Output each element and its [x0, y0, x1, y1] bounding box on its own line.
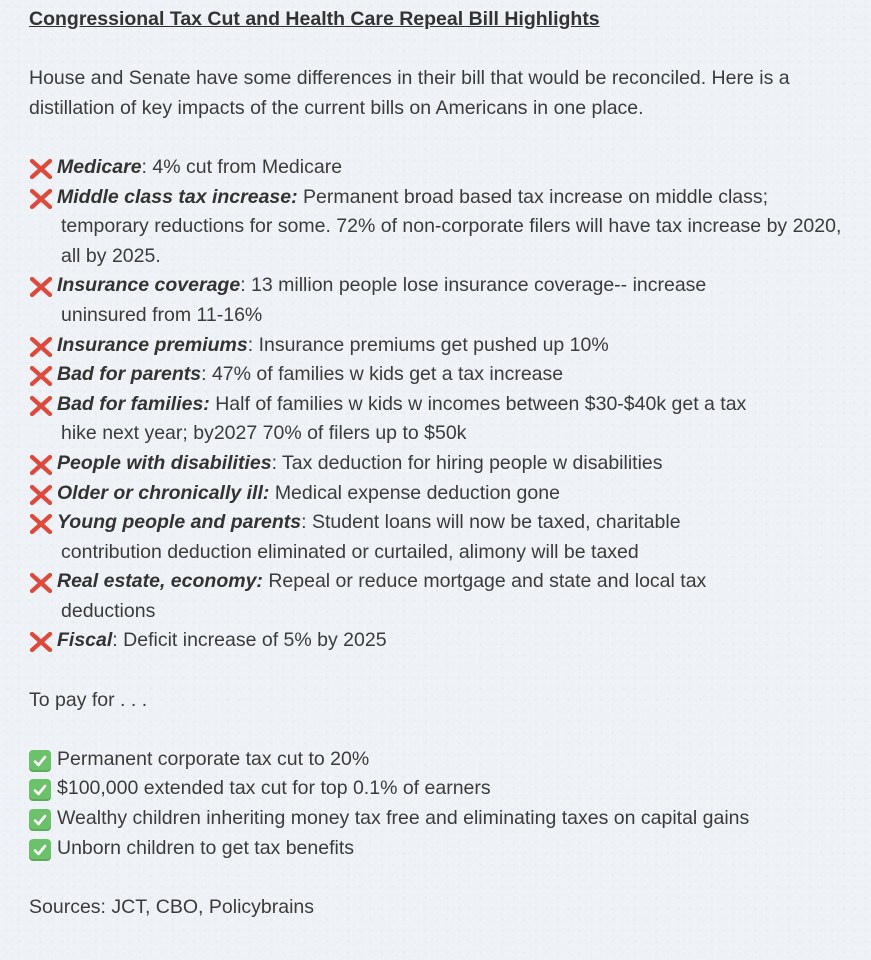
document	[29, 5, 849, 922]
spacer	[29, 123, 849, 153]
impact-separator: :	[240, 274, 252, 297]
impact-text: 13 million people lose insurance coverage-- increase	[251, 274, 707, 297]
impact-continuation: hike next year; by2027 70% of filers up to $50k	[61, 422, 467, 445]
impact-text: Tax deduction for hiring people w disabilities	[282, 451, 663, 474]
cross-mark-icon	[29, 159, 53, 179]
impact-label: Real estate, economy:	[57, 570, 263, 593]
cross-mark-icon	[29, 485, 53, 505]
impact-label: Bad for families:	[57, 392, 210, 415]
benefit-text: Unborn children to get tax benefits	[57, 836, 355, 859]
impact-label: Older or chronically ill:	[57, 481, 270, 504]
impact-label: Young people and parents	[57, 511, 302, 534]
impact-continuation: uninsured from 11-16%	[61, 303, 263, 326]
benefit-item	[29, 804, 849, 834]
check-mark-icon	[29, 750, 51, 772]
impact-text: 4% cut from Medicare	[152, 155, 343, 178]
impact-text: Half of families w kids w incomes between $30-$40k get a tax	[215, 392, 747, 415]
impact-text: Deficit increase of 5% by 2025	[123, 629, 387, 652]
page-title: Congressional Tax Cut and Health Care Repeal Bill Highlights	[29, 8, 600, 30]
benefit-text: Wealthy children inheriting money tax free and eliminating taxes on capital gains	[57, 807, 750, 830]
impact-text: Medical expense deduction gone	[274, 481, 560, 504]
cross-mark-icon	[29, 632, 53, 652]
impact-separator: :	[247, 333, 259, 356]
intro-paragraph: House and Senate have some differences in their bill that would be reconciled. Here is a distillation of key impacts of the current bills on Americans in one place.	[29, 67, 790, 119]
impact-item	[29, 153, 849, 183]
benefit-item	[29, 774, 849, 804]
benefit-item	[29, 745, 849, 775]
impact-label: People with disabilities	[57, 451, 272, 474]
impact-item	[29, 626, 849, 656]
impact-separator: :	[201, 363, 212, 386]
impact-continuation: deductions	[61, 599, 156, 622]
impact-label: Bad for parents	[57, 363, 202, 386]
impact-separator: :	[271, 451, 283, 474]
cross-mark-icon	[29, 514, 53, 534]
impact-continuation: contribution deduction eliminated or curtailed, alimony will be taxed	[61, 540, 639, 563]
impact-separator: :	[301, 511, 312, 534]
sources-line: Sources: JCT, CBO, Policybrains	[29, 895, 315, 918]
cross-mark-icon	[29, 277, 53, 297]
impact-label: Insurance premiums	[57, 333, 248, 356]
benefit-item	[29, 834, 849, 864]
cross-mark-icon	[29, 396, 53, 416]
impact-text: Student loans will now be taxed, charitable	[311, 511, 681, 534]
cross-mark-icon	[29, 366, 53, 386]
impact-item	[29, 360, 849, 390]
pay-for-heading: To pay for . . .	[29, 688, 148, 711]
cross-mark-icon	[29, 337, 53, 357]
impact-text: Insurance premiums get pushed up 10%	[258, 333, 609, 356]
impact-label: Fiscal	[57, 629, 113, 652]
impact-item	[29, 390, 849, 449]
check-mark-icon	[29, 809, 51, 831]
impact-item	[29, 508, 849, 567]
cross-mark-icon	[29, 455, 53, 475]
impact-label: Insurance coverage	[57, 274, 241, 297]
spacer	[29, 715, 849, 745]
impact-label: Medicare	[57, 155, 142, 178]
impact-text: 47% of families w kids get a tax increase	[211, 363, 564, 386]
spacer	[29, 656, 849, 686]
impact-text: Permanent broad based tax increase on middle class;	[303, 185, 769, 208]
impact-item	[29, 449, 849, 479]
impact-item	[29, 331, 849, 361]
benefit-text: Permanent corporate tax cut to 20%	[57, 747, 370, 770]
benefit-text: $100,000 extended tax cut for top 0.1% of earners	[57, 777, 491, 800]
impact-item	[29, 183, 849, 272]
benefit-list	[29, 745, 849, 863]
impact-label: Middle class tax increase:	[57, 185, 298, 208]
impact-list	[29, 153, 849, 656]
check-mark-icon	[29, 839, 51, 861]
impact-item	[29, 567, 849, 626]
impact-continuation: temporary reductions for some. 72% of non-corporate filers will have tax increase by 2020, all by 2025.	[61, 215, 842, 267]
impact-separator: :	[112, 629, 124, 652]
impact-text: Repeal or reduce mortgage and state and local tax	[268, 570, 707, 593]
check-mark-icon	[29, 779, 51, 801]
impact-separator: :	[141, 155, 153, 178]
impact-item	[29, 271, 849, 330]
cross-mark-icon	[29, 573, 53, 593]
cross-mark-icon	[29, 189, 53, 209]
spacer	[29, 863, 849, 893]
impact-item	[29, 479, 849, 509]
spacer	[29, 35, 849, 65]
